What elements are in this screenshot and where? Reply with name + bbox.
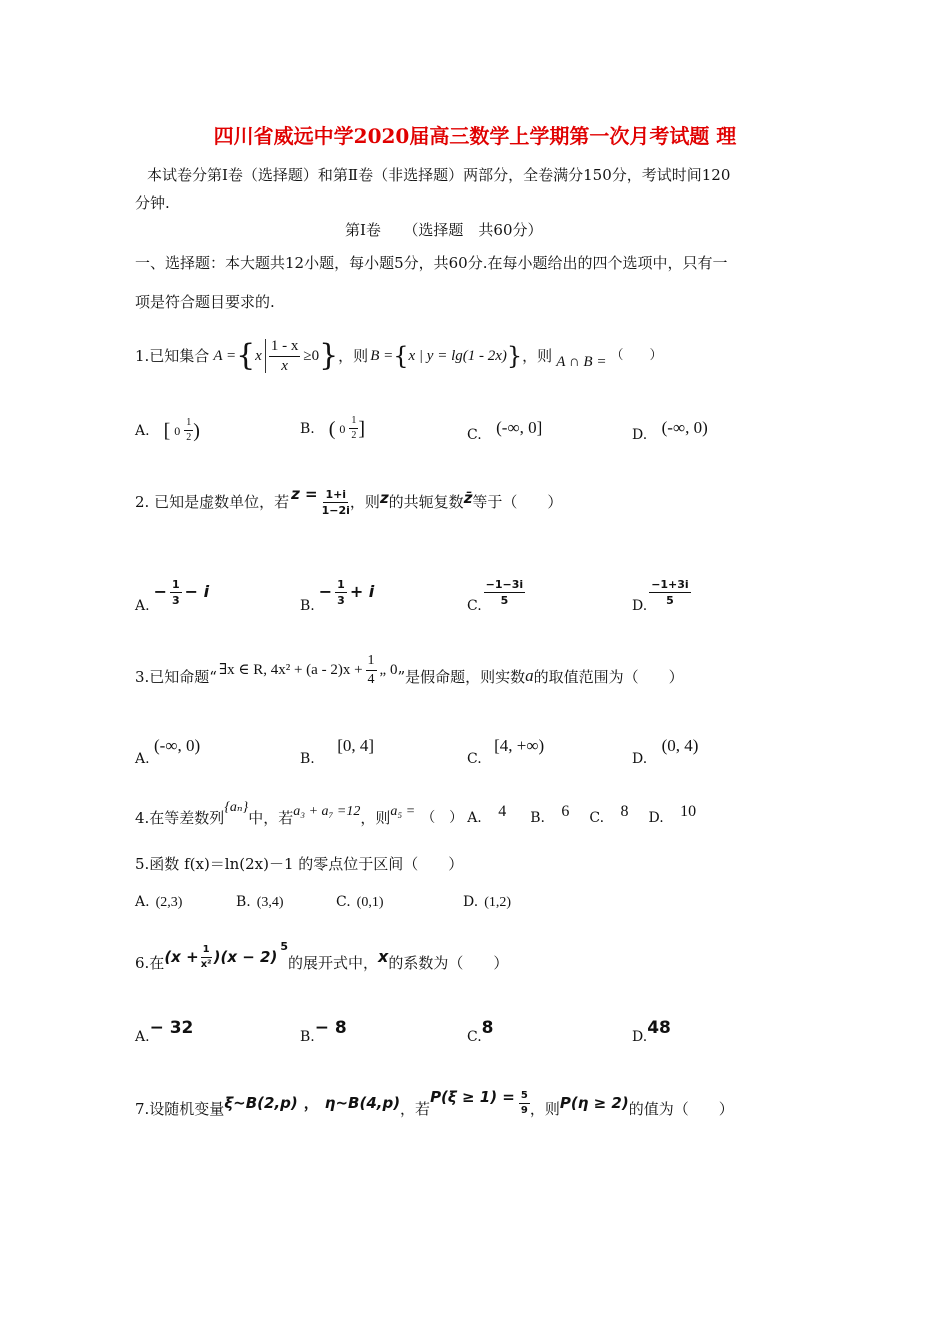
q6-option-a-text: − 32: [149, 1018, 194, 1038]
q3-prop-b: „ 0: [379, 662, 398, 678]
page-title: 四川省威远中学2020届高三数学上学期第一次月考试题 理: [213, 124, 737, 148]
question-6-stem: [135, 940, 508, 974]
q2-option-a-label: A.: [135, 598, 150, 614]
q5-option-b-text: (3,4): [256, 895, 284, 910]
q1-set-a-var: x: [255, 348, 262, 364]
q2-option-a-num: 1: [171, 577, 180, 591]
question-1-stem: [135, 334, 662, 378]
question-7-stem: [135, 1086, 734, 1120]
q2-option-d[interactable]: [632, 568, 691, 616]
q2-option-b-den: 3: [337, 593, 345, 607]
q2-option-b[interactable]: [300, 568, 374, 616]
q2-z-num: 1+i: [325, 487, 347, 501]
question-2-stem: [135, 482, 562, 522]
q1-option-d[interactable]: [632, 418, 708, 445]
q3-option-c[interactable]: [467, 736, 545, 767]
q2-option-b-label: B.: [300, 598, 315, 614]
q7-mid2: ，则: [529, 1100, 560, 1118]
q2-option-d-num: −1+3i: [651, 577, 689, 591]
q1-set-b-lhs: B =: [370, 348, 394, 364]
q7-xi: ξ~B(2,p): [224, 1094, 298, 1112]
q4-prefix: 4.在等差数列: [135, 809, 225, 827]
q6-var: x: [377, 947, 389, 966]
q7-cond-num: 5: [519, 1091, 530, 1104]
q6-mid: 的展开式中，: [287, 954, 378, 972]
q7-tail: 的值为（ ）: [628, 1100, 734, 1118]
q1-option-a-right: ): [193, 419, 200, 442]
q7-mid: ，若: [400, 1100, 431, 1118]
q3-option-d[interactable]: [632, 736, 699, 767]
q4-paren: （ ）: [421, 810, 464, 826]
q5-option-a-label: A.: [135, 894, 150, 910]
q2-option-b-post: + i: [349, 582, 375, 601]
q1-paren: （ ）: [610, 348, 663, 363]
q6-expr-b: )(x − 2): [213, 948, 278, 966]
q6-expr-den: x²: [200, 958, 212, 970]
q1-brace-b-open: {: [393, 342, 409, 370]
q6-option-a-label: A.: [135, 1029, 150, 1045]
q3-option-a[interactable]: [135, 736, 201, 767]
q4-option-d-label: D.: [648, 810, 664, 826]
q2-option-a[interactable]: [135, 568, 209, 616]
q2-z: z: [379, 489, 389, 507]
q1-option-b-zero: 0: [339, 421, 346, 436]
q2-z-frac: [322, 489, 350, 516]
q3-prop-num: 1: [366, 654, 377, 671]
section-line-1: 一、选择题：本大题共12小题，每小题5分，共60分.在每小题给出的四个选项中，只有一: [135, 254, 728, 272]
q4-cond: a₃ + a₇ =12: [293, 804, 361, 819]
q3-option-b[interactable]: [300, 736, 375, 767]
q1-set-a-den: x: [281, 357, 288, 374]
q4-option-b-text: 6: [561, 803, 570, 820]
q1-option-b-frac: [349, 416, 358, 441]
q1-set-a-lhs: A =: [213, 348, 237, 364]
q6-option-d-text: 48: [647, 1018, 671, 1038]
q4-mid2: ，则: [360, 809, 391, 827]
q2-option-c-label: C.: [467, 598, 482, 614]
q7-cond-a: P(ξ ≥ 1) =: [430, 1088, 515, 1106]
q6-expr-num: 1: [201, 945, 212, 958]
q3-option-b-text: [0, 4]: [337, 736, 375, 755]
q2-option-a-post: − i: [184, 582, 210, 601]
q1-mid: ，则: [338, 347, 369, 365]
q1-brace-open: {: [236, 338, 256, 373]
q3-var: a: [525, 666, 534, 685]
q5-option-c[interactable]: [336, 892, 384, 913]
q3-option-d-label: D.: [632, 751, 648, 767]
q6-option-a[interactable]: [135, 1018, 194, 1045]
question-5-stem: 5.函数 f(x)＝ln(2x)－1 的零点位于区间（ ）: [135, 855, 464, 873]
q2-option-a-pre: −: [153, 582, 167, 601]
q2-option-b-frac: [335, 579, 347, 606]
q6-option-c-label: C.: [467, 1029, 482, 1045]
q1-option-d-text: (-∞, 0): [661, 418, 708, 437]
q4-option-a-text: 4: [498, 803, 507, 820]
q2-mid: ，则: [349, 493, 380, 511]
q4-ask: a₅ =: [390, 804, 416, 819]
q1-option-a[interactable]: [135, 418, 200, 443]
q1-set-a-rel: ≥0: [303, 348, 320, 364]
q2-option-d-den: 5: [666, 593, 674, 607]
q2-option-a-frac: [170, 579, 182, 606]
q2-option-b-num: 1: [337, 577, 345, 591]
intro-line-2: 分钟.: [135, 194, 170, 212]
q4-option-a[interactable]: [467, 803, 507, 828]
q2-option-d-label: D.: [632, 598, 648, 614]
q6-expr-exp: 5: [280, 940, 288, 953]
q1-option-a-left: [: [163, 419, 171, 442]
q2-tail: 等于（ ）: [472, 493, 563, 511]
q7-sep: ，: [303, 1094, 319, 1112]
q3-prop-a: ∃x ∈ R, 4x² + (a - 2)x +: [218, 662, 363, 678]
q1-option-c-label: C.: [467, 427, 482, 443]
q7-prefix: 7.设随机变量: [135, 1100, 225, 1118]
q7-cond-den: 9: [520, 1104, 528, 1116]
q1-option-a-den: 2: [186, 432, 192, 443]
q1-set-b-body: x | y = lg(1 - 2x): [408, 348, 507, 364]
q5-option-d[interactable]: [463, 892, 511, 913]
q3-option-c-label: C.: [467, 751, 482, 767]
part-heading: 第Ⅰ卷 （选择题 共60分）: [345, 221, 543, 239]
q2-mid2: 的共轭复数: [388, 493, 464, 511]
q1-option-d-label: D.: [632, 427, 648, 443]
q2-option-c-num: −1−3i: [485, 577, 524, 591]
q2-option-c-frac: [484, 579, 526, 606]
q6-option-b-label: B.: [300, 1029, 315, 1045]
q1-option-b-den: 2: [351, 430, 357, 441]
q3-tail: 的取值范围为（ ）: [533, 668, 684, 686]
q3-prop-den: 4: [367, 671, 375, 687]
q5-option-a[interactable]: [135, 892, 182, 913]
q1-option-b-label: B.: [300, 420, 315, 437]
q4-option-d-text: 10: [680, 803, 697, 820]
q4-option-c-label: C.: [589, 810, 605, 826]
q1-brace-b-close: }: [506, 342, 523, 370]
q5-option-c-label: C.: [336, 894, 351, 910]
q2-option-a-den: 3: [171, 593, 180, 607]
q4-option-c[interactable]: [589, 803, 629, 828]
q3-option-a-text: (-∞, 0): [154, 736, 201, 755]
q2-option-b-pre: −: [318, 582, 333, 601]
q1-option-b[interactable]: [300, 416, 365, 441]
q4-seq: {aₙ}: [224, 800, 249, 815]
q5-option-d-text: (1,2): [484, 895, 512, 910]
q4-mid: 中，若: [248, 809, 294, 827]
q3-prefix: 3.已知命题“: [135, 668, 217, 686]
q6-option-d[interactable]: [632, 1018, 671, 1045]
section-line-2: 项是符合题目要求的.: [135, 293, 275, 311]
q6-option-b-text: − 8: [314, 1018, 347, 1038]
q5-option-b-label: B.: [236, 894, 251, 910]
q7-cond-frac: [519, 1091, 530, 1116]
q2-z-den: 1−2i: [321, 503, 350, 517]
q3-option-c-text: [4, +∞): [494, 736, 545, 755]
q6-tail: 的系数为（ ）: [388, 954, 509, 972]
q7-ask: P(η ≥ 2): [559, 1094, 629, 1112]
q1-option-a-zero: 0: [174, 423, 181, 438]
q4-option-a-label: A.: [467, 810, 482, 826]
q2-option-c-den: 5: [500, 593, 509, 607]
q1-option-b-num: 1: [349, 416, 358, 429]
q3-option-b-label: B.: [300, 751, 315, 767]
q1-option-b-left: (: [328, 417, 336, 440]
q1-option-a-label: A.: [135, 422, 150, 439]
intro-line-1: 本试卷分第Ⅰ卷（选择题）和第Ⅱ卷（非选择题）两部分，全卷满分150分，考试时间120: [147, 166, 731, 184]
q7-eta: η~B(4,p): [324, 1094, 401, 1112]
q6-prefix: 6.在: [135, 954, 165, 972]
q3-suffix: ”是假命题，则实数: [397, 668, 526, 686]
q4-option-c-text: 8: [620, 803, 629, 820]
q1-ask: A ∩ B =: [556, 354, 607, 370]
q6-expr-a: (x +: [164, 948, 199, 966]
q6-option-c[interactable]: [467, 1018, 494, 1045]
q4-option-d[interactable]: [648, 803, 697, 828]
q1-set-a-bar: [265, 339, 266, 373]
q1-option-c[interactable]: [467, 418, 543, 445]
q1-set-a-frac: [269, 339, 301, 374]
q5-option-b[interactable]: [236, 892, 284, 913]
q1-prefix: 1.已知集合: [135, 347, 210, 365]
q6-option-d-label: D.: [632, 1029, 648, 1045]
q1-brace-close: }: [319, 338, 339, 373]
q2-zbar: z̄: [463, 489, 473, 507]
q2-option-d-frac: [649, 579, 691, 606]
q5-option-a-text: (2,3): [155, 895, 183, 910]
q2-z-lhs: z =: [291, 485, 318, 503]
q1-option-b-right: ]: [358, 417, 366, 440]
q1-mid2: ，则: [522, 347, 553, 365]
q3-option-d-text: (0, 4): [661, 736, 699, 755]
q1-option-a-frac: [184, 418, 193, 443]
q3-prop-frac: [366, 654, 377, 687]
q4-option-b[interactable]: [530, 803, 570, 828]
question-4-stem: [135, 798, 696, 828]
question-3-stem: [135, 648, 684, 692]
q5-option-d-label: D.: [463, 894, 479, 910]
q3-option-a-label: A.: [135, 751, 150, 767]
q2-prefix: 2. 已知是虚数单位，若: [135, 493, 290, 511]
q6-expr-frac: [201, 945, 212, 970]
q1-set-a-num: 1 - x: [269, 339, 301, 357]
q5-option-c-text: (0,1): [356, 895, 384, 910]
q6-option-c-text: 8: [481, 1018, 494, 1038]
q1-option-a-num: 1: [184, 418, 193, 431]
q4-option-b-label: B.: [530, 810, 545, 826]
q1-option-c-text: (-∞, 0]: [496, 418, 543, 437]
q6-option-b[interactable]: [300, 1018, 347, 1045]
q2-option-c[interactable]: [467, 568, 525, 616]
